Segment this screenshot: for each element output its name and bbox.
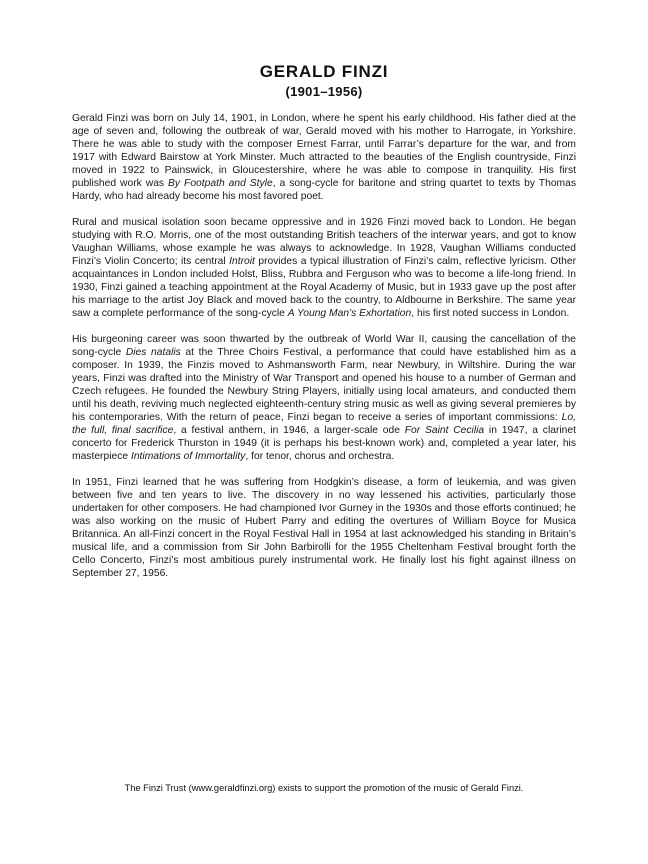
paragraph: His burgeoning career was soon thwarted by the outbreak of World War II, causing the cancellation of the song-cycle Dies natalis at the Three Choirs Festival, a performance that could have established him as a composer. In 1939, the Finzis moved to Ashmansworth Farm, near Newbury, in Wiltshire. During the war years, Finzi was drafted into the Ministry of War Transport and opened his house to a number of German and Czech refugees. He founded the Newbury String Players, initially using local amateurs, and conducted them until his death, reviving much neglected eighteenth-century string music as well as giving several premieres by his contemporaries. With the return of peace, Finzi began to receive a series of important commissions: Lo, the full, final sacrifice, a festival anthem, in 1946, a larger-scale ode For Saint Cecilia in 1947, a clarinet concerto for Frederick Thurston in 1949 (it is perhaps his best-known work) and, completed a year later, his masterpiece Intimations of Immortality, for tenor, chorus and orchestra.	[72, 334, 576, 462]
document-header	[0, 62, 648, 99]
page-title: GERALD FINZI	[259, 62, 389, 81]
footer-text: The Finzi Trust (www.geraldfinzi.org) exists to support the promotion of the music of Gerald Finzi.	[124, 783, 524, 793]
page-subtitle: (1901–1956)	[285, 84, 363, 99]
paragraph: Rural and musical isolation soon became oppressive and in 1926 Finzi moved back to London. He began studying with R.O. Morris, one of the most outstanding British teachers of the interwar years, and got to know Vaughan Williams, whose example he was always to acknowledge. In 1928, Vaughan Williams conducted Finzi’s Violin Concerto; its central Introit provides a typical illustration of Finzi’s calm, reflective lyricism. Other acquaintances in London included Holst, Bliss, Rubbra and Ferguson who was to become a life-long friend. In 1930, Finzi gained a teaching appointment at the Royal Academy of Music, but in 1933 gave up the post after his marriage to the artist Joy Black and moved back to the country, to Aldbourne in Berkshire. The same year saw a complete performance of the song-cycle A Young Man’s Exhortation, his first noted success in London.	[72, 217, 577, 319]
document-footer	[0, 783, 648, 793]
paragraph: Gerald Finzi was born on July 14, 1901, in London, where he spent his early childhood. His father died at the age of seven and, following the outbreak of war, Gerald moved with his mother to Harrogate, in Yorkshire. There he was able to study with the composer Ernest Farrar, until Farrar’s departure for the war, and from 1917 with Edward Bairstow at York Minster. Much attracted to the beauties of the English countryside, Finzi moved in 1922 to Painswick, in Gloucestershire, where he was able to compose in tranquility. His first published work was By Footpath and Style, a song-cycle for baritone and string quartet to texts by Thomas Hardy, who had already become his most favored poet.	[72, 113, 576, 202]
paragraph: In 1951, Finzi learned that he was suffering from Hodgkin’s disease, a form of leukemia, and was given between five and ten years to live. The discovery in no way lessened his activities, particularly those undertaken for other composers. He had championed Ivor Gurney in the 1930s and those efforts continued; he was also working on the music of Hubert Parry and editing the overtures of William Boyce for Musica Britannica. An all-Finzi concert in the Royal Festival Hall in 1954 at last acknowledged his standing in Britain’s musical life, and a commission from Sir John Barbirolli for the 1955 Cheltenham Festival brought forth the Cello Concerto, Finzi’s most ambitious purely instrumental work. He finally lost his fight against illness on September 27, 1956.	[72, 477, 576, 579]
biography-text	[72, 112, 576, 593]
